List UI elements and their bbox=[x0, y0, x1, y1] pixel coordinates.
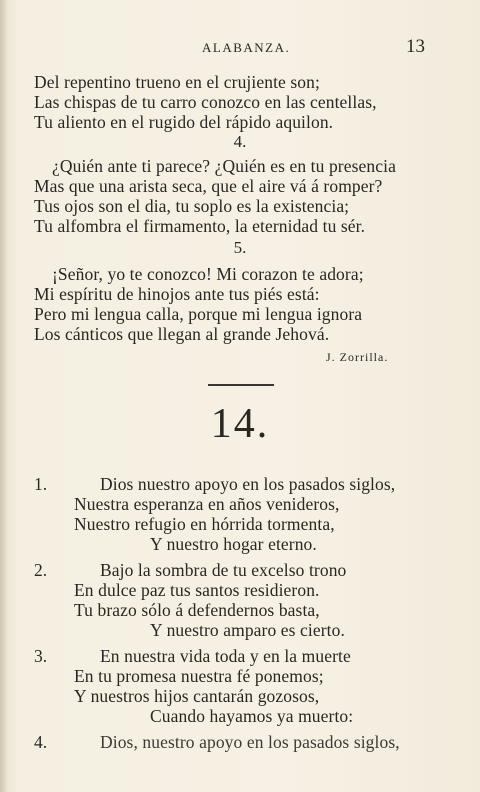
hymn-line: Y nuestro amparo es cierto. bbox=[150, 620, 345, 640]
hymn-line: Dios nuestro apoyo en los pasados siglos, bbox=[100, 474, 396, 494]
hymn-number: 14. bbox=[210, 401, 270, 447]
poem-line: Pero mi lengua calla, porque mi lengua ignora bbox=[34, 304, 363, 324]
hymn-line: Y nuestros hijos cantarán gozosos, bbox=[74, 686, 320, 706]
poem-line: Mi espíritu de hinojos ante tus piés está: bbox=[34, 284, 320, 304]
hymn-line: Tu brazo sólo á defendernos basta, bbox=[74, 600, 320, 620]
poem-line: Tus ojos son el dia, tu soplo es la existencia; bbox=[34, 196, 350, 216]
hymn-line: En tu promesa nuestra fé ponemos; bbox=[74, 666, 324, 686]
section-divider bbox=[208, 384, 274, 386]
hymn-line: Bajo la sombra de tu excelso trono bbox=[100, 560, 347, 580]
poem-line: ¡Señor, yo te conozco! Mi corazon te adora; bbox=[52, 264, 364, 284]
stanza-number: 5. bbox=[233, 238, 247, 257]
poem-line: Los cánticos que llegan al grande Jehová. bbox=[34, 324, 330, 344]
page-header bbox=[0, 36, 480, 64]
hymn-line: Nuestra esperanza en años venideros, bbox=[74, 494, 340, 514]
verse-number: 1. bbox=[34, 474, 48, 494]
hymn-line: En dulce paz tus santos residieron. bbox=[74, 580, 320, 600]
poem-line: ¿Quién ante ti parece? ¿Quién es en tu presencia bbox=[52, 156, 396, 176]
poem-line: Mas que una arista seca, que el aire vá á romper? bbox=[34, 176, 383, 196]
hymn-line: Nuestro refugio en hórrida tormenta, bbox=[74, 514, 335, 534]
verse-number: 3. bbox=[34, 646, 48, 666]
poem-line: Del repentino trueno en el crujiente son; bbox=[34, 72, 320, 92]
hymn-line: Dios, nuestro apoyo en los pasados siglos, bbox=[100, 732, 400, 752]
hymn-line: En nuestra vida toda y en la muerte bbox=[100, 646, 351, 666]
poem-line: Tu alfombra el firmamento, la eternidad tu sér. bbox=[34, 216, 366, 236]
running-head: ALABANZA. bbox=[202, 40, 291, 55]
hymn-line: Y nuestro hogar eterno. bbox=[150, 534, 317, 554]
page-spine-shadow bbox=[0, 0, 8, 792]
stanza-number: 4. bbox=[233, 132, 247, 151]
poem-line: Las chispas de tu carro conozco en las centellas, bbox=[34, 92, 377, 112]
poem-line: Tu aliento en el rugido del rápido aquilon. bbox=[34, 112, 334, 132]
author-signature: J. Zorrilla. bbox=[326, 350, 389, 364]
hymn-line: Cuando hayamos ya muerto: bbox=[150, 706, 354, 726]
page-number: 13 bbox=[406, 36, 425, 57]
verse-number: 4. bbox=[34, 732, 48, 752]
verse-number: 2. bbox=[34, 560, 48, 580]
